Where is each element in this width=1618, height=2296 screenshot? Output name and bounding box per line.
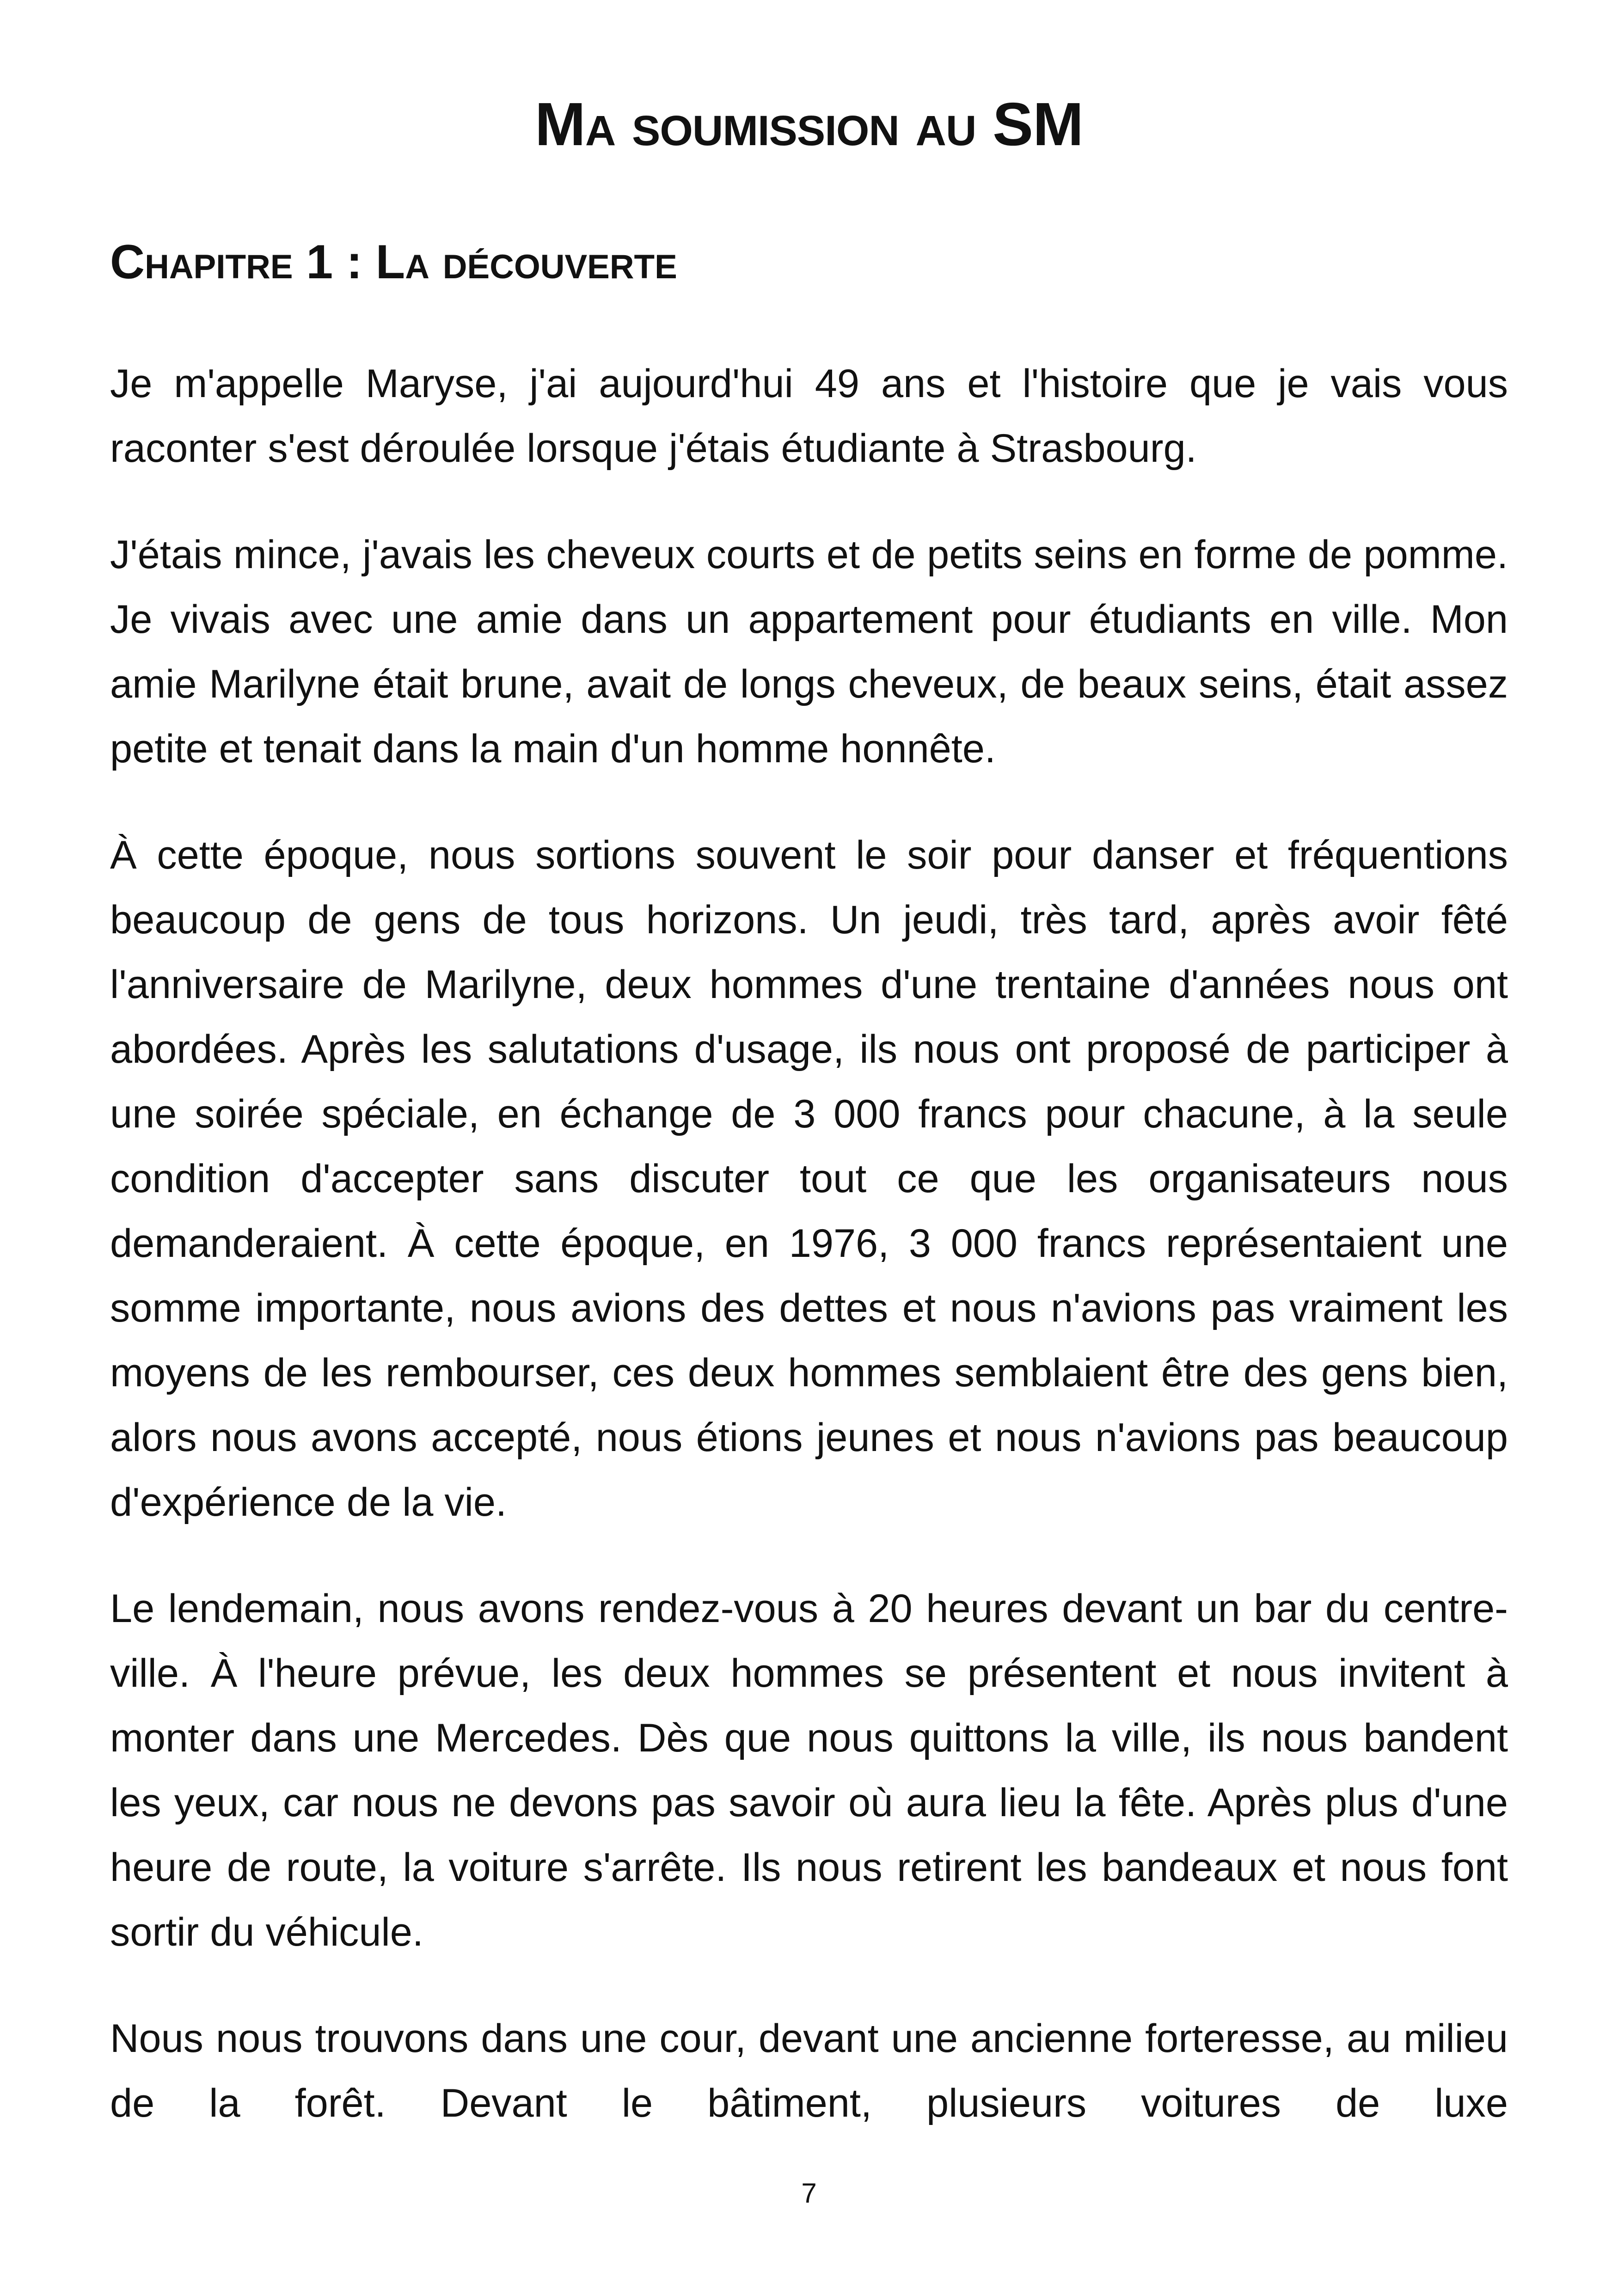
- paragraph: Le lendemain, nous avons rendez-vous à 20 heures devant un bar du centre-ville. À l'heure prévue, les deux hommes se présentent et nous invitent à monter dans une Mercedes. Dès que nous quittons la ville, ils nous bandent les yeux, car nous ne devons pas savoir où aura lieu la fête. Après plus d'une heure de route, la voiture s'arrête. Ils nous retirent les bandeaux et nous font sortir du véhicule.: [110, 1586, 1508, 1954]
- page-number: 7: [801, 2178, 817, 2209]
- chapter-title: Chapitre 1 : La découverte: [110, 235, 677, 289]
- paragraph: J'étais mince, j'avais les cheveux courts et de petits seins en forme de pomme. Je vivais avec une amie dans un appartement pour étudiants en ville. Mon amie Marilyne était brune, avait de longs cheveux, de beaux seins, était assez petite et tenait dans la main d'un homme honnête.: [110, 533, 1508, 771]
- book-title: Ma soumission au SM: [534, 90, 1084, 158]
- paragraph: Nous nous trouvons dans une cour, devant une ancienne forteresse, au milieu de la forêt. Devant le bâtiment, plusieurs voitures de luxe: [110, 2016, 1508, 2125]
- paragraph: À cette époque, nous sortions souvent le soir pour danser et fréquentions beaucoup de gens de tous horizons. Un jeudi, très tard, après avoir fêté l'anniversaire de Marilyne, deux hommes d'une trentaine d'années nous ont abordées. Après les salutations d'usage, ils nous ont proposé de participer à une soirée spéciale, en échange de 3 000 francs pour chacune, à la seule condition d'accepter sans discuter tout ce que les organisateurs nous demanderaient. À cette époque, en 1976, 3 000 francs représentaient une somme importante, nous avions des dettes et nous n'avions pas vraiment les moyens de les rembourser, ces deux hommes semblaient être des gens bien, alors nous avons accepté, nous étions jeunes et nous n'avions pas beaucoup d'expérience de la vie.: [110, 833, 1508, 1525]
- body-text: [110, 351, 1508, 2136]
- paragraph: Je m'appelle Maryse, j'ai aujourd'hui 49 ans et l'histoire que je vais vous raconter s'est déroulée lorsque j'étais étudiante à Strasbourg.: [110, 361, 1508, 471]
